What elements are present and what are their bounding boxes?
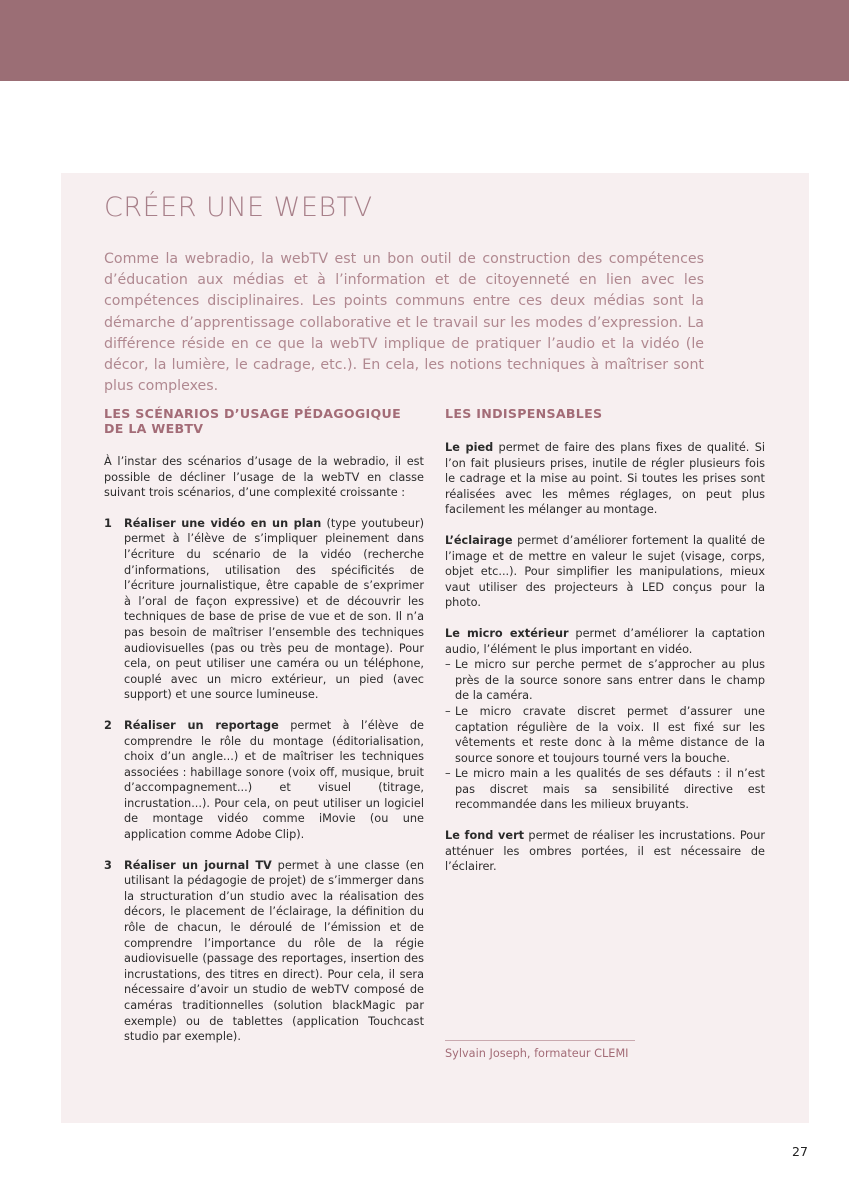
scenarios-intro: À l’instar des scénarios d’usage de la webradio, il est possible de décliner l’usage de la webTV en classe suivant trois scénarios, d’une complexité croissante : xyxy=(104,455,424,500)
microphone-item xyxy=(445,766,765,813)
left-column xyxy=(104,406,424,1060)
dash-mark: – xyxy=(445,767,451,781)
scenario-number: 1 xyxy=(104,516,112,530)
header-band xyxy=(0,0,849,81)
dash-mark: – xyxy=(445,704,451,718)
scenario-item xyxy=(104,516,424,703)
green-screen-lead: Le fond vert xyxy=(445,829,525,843)
right-column xyxy=(445,406,765,890)
scenario-text: (type youtubeur) permet à l’élève de s’impliquer pleinement dans l’écriture du scénario de la vidéo (recherche d’informations, utilisation des spécificités de l’écriture journalistique, être capable de s’exprimer à l’oral de façon expressive) et de découvrir les techniques de base de prise de vue et de son. Il n’a pas besoin de maîtriser l’ensemble des techniques audiovisuelles (pas ou très peu de montage). Pour cela, on peut utiliser une caméra ou un téléphone, couplé avec un micro extérieur, un pied (avec support) et une source lumineuse. xyxy=(124,516,424,702)
tripod-lead: Le pied xyxy=(445,441,494,454)
scenarios-list xyxy=(104,516,424,1045)
lighting-paragraph xyxy=(445,533,765,611)
scenario-item xyxy=(104,718,424,843)
tripod-text: permet de faire des plans fixes de qualité. Si l’on fait plusieurs prises, inutile de régler plusieurs fois le cadrage et la mise au point. Si toutes les prises sont réalisées avec les mêmes réglages, on peut plus facilement les mélanger au montage. xyxy=(445,441,765,517)
microphone-item xyxy=(445,657,765,704)
microphone-list xyxy=(445,657,765,813)
microphone-text: permet d’améliorer la captation audio, l’élément le plus important en vidéo. xyxy=(445,626,765,656)
scenarios-heading: LES SCÉNARIOS D’USAGE PÉDAGOGIQUE DE LA WEBTV xyxy=(104,406,401,436)
signature-divider xyxy=(445,1040,635,1041)
green-screen-paragraph xyxy=(445,828,765,875)
microphone-paragraph xyxy=(445,626,765,657)
scenario-lead: Réaliser une vidéo en un plan xyxy=(124,516,322,530)
tripod-paragraph xyxy=(445,440,765,518)
microphone-item-text: Le micro sur perche permet de s’approcher au plus près de la source sonore sans entrer dans le champ de la caméra. xyxy=(455,658,765,703)
dash-mark: – xyxy=(445,658,451,672)
microphone-item-text: Le micro main a les qualités de ses défauts : il n’est pas discret mais sa sensibilité directive est recommandée dans les milieux bruyants. xyxy=(455,767,765,812)
page-number: 27 xyxy=(792,1144,808,1159)
scenario-number: 3 xyxy=(104,858,112,872)
scenario-text: permet à l’élève de comprendre le rôle du montage (éditorialisation, choix d’un angle...) et de maîtriser les techniques associées : habillage sonore (voix off, musique, bruit d’accompagnement...) et visuel (titrage, incrustation...). Pour cela, on peut utiliser un logiciel de montage vidéo comme iMovie (ou une application comme Adobe Clip). xyxy=(124,718,425,842)
microphone-lead: Le micro extérieur xyxy=(445,626,569,640)
lighting-text: permet d’améliorer fortement la qualité de l’image et de mettre en valeur le sujet (visage, corps, objet etc...). Pour simplifier les manipulations, mieux vaut utiliser des projecteurs à LED conçus pour la photo. xyxy=(445,533,765,610)
intro-paragraph: Comme la webradio, la webTV est un bon outil de construction des compétences d’éducation aux médias et à l’information et de citoyenneté en lien avec les compétences disciplinaires. Les points communs entre ces deux médias sont la démarche d’apprentissage collaborative et le travail sur les modes d’expression. La différence réside en ce que la webTV implique de pratiquer l’audio et la vidéo (le décor, la lumière, le cadrage, etc.). En cela, les notions techniques à maîtriser sont plus complexes. xyxy=(104,251,704,395)
microphone-item xyxy=(445,704,765,766)
page-title: CRÉER UNE WEBTV xyxy=(104,192,373,223)
microphone-item-text: Le micro cravate discret permet d’assurer une captation régulière de la voix. Il est fixé sur les vêtements et reste donc à la même distance de la source sonore et toujours tourné vers la bouche. xyxy=(455,704,765,765)
essentials-heading: LES INDISPENSABLES xyxy=(445,406,603,421)
scenario-number: 2 xyxy=(104,718,112,732)
green-screen-text: permet de réaliser les incrustations. Pour atténuer les ombres portées, il est nécessaire de l’éclairer. xyxy=(445,829,765,874)
scenario-item xyxy=(104,858,424,1045)
lighting-lead: L’éclairage xyxy=(445,533,513,547)
scenario-text: permet à une classe (en utilisant la pédagogie de projet) de s’immerger dans la structuration d’un studio avec la réalisation des décors, le placement de l’éclairage, la définition du rôle de chacun, le déroulé de l’émission et de comprendre l’importance du rôle de la régie audiovisuelle (passage des reportages, insertion des incrustations, des titres en direct). Pour cela, il sera nécessaire d’avoir un studio de webTV composé de caméras traditionnelles (solution blackMagic par exemple) ou de tablettes (application Touchcast studio par exemple). xyxy=(124,858,424,1044)
author-signature: Sylvain Joseph, formateur CLEMI xyxy=(445,1047,629,1060)
scenario-lead: Réaliser un journal TV xyxy=(124,858,272,872)
scenario-lead: Réaliser un reportage xyxy=(124,718,279,732)
